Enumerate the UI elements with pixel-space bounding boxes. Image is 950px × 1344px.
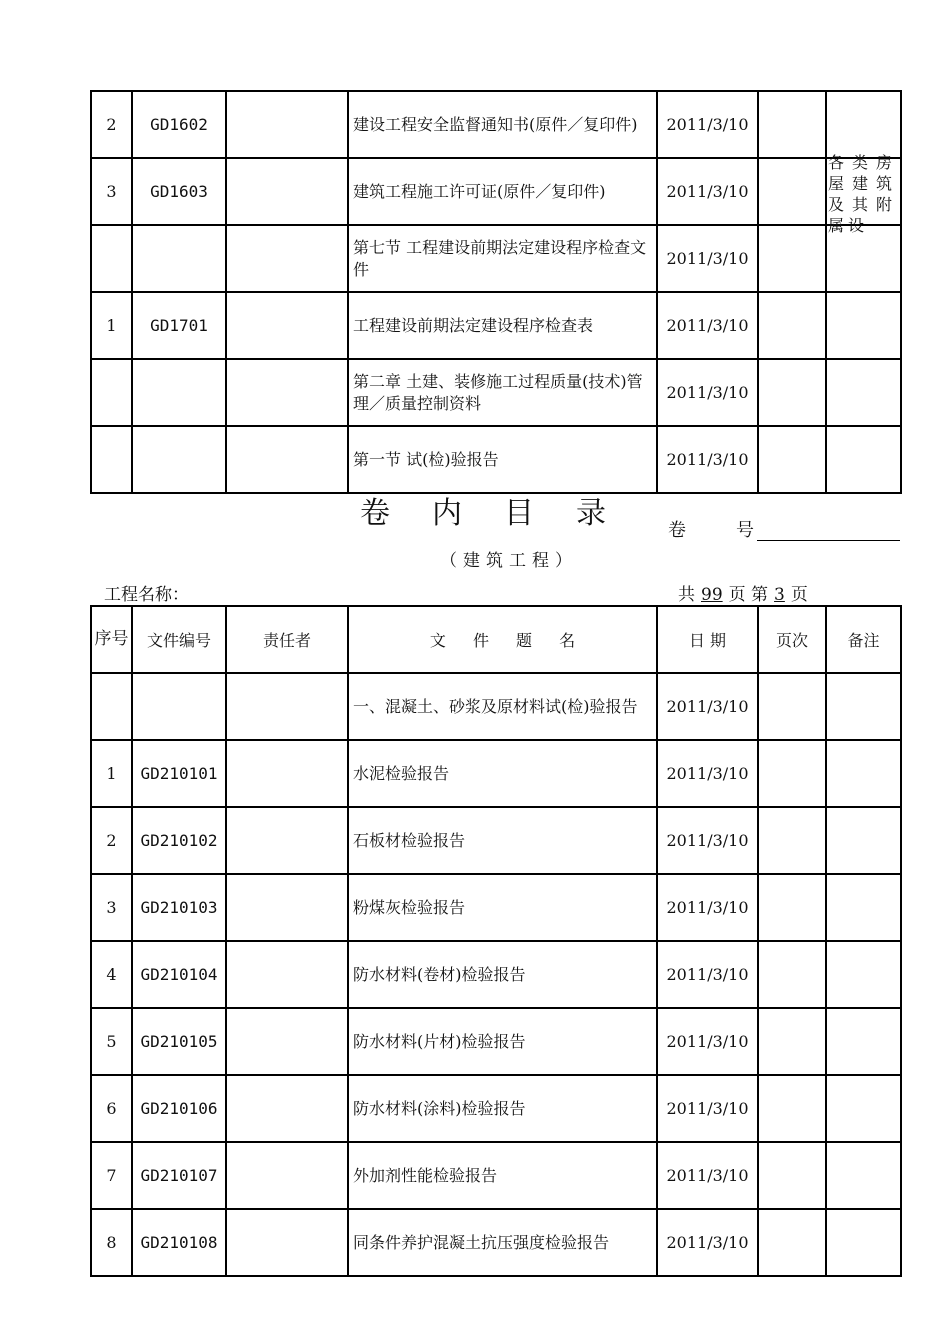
table-row [91, 1075, 901, 1142]
note-cell [826, 1075, 901, 1142]
file-code: GD210102 [132, 807, 226, 874]
table-row [91, 359, 901, 426]
file-code: GD210108 [132, 1209, 226, 1276]
file-date: 2011/3/10 [657, 941, 758, 1008]
page-cell [758, 673, 826, 740]
row-number: 4 [91, 941, 132, 1008]
file-code [132, 225, 226, 292]
table-row [91, 426, 901, 493]
owner-cell [226, 807, 348, 874]
file-code: GD210101 [132, 740, 226, 807]
table-row [91, 225, 901, 292]
file-date: 2011/3/10 [657, 1209, 758, 1276]
note-cell [826, 807, 901, 874]
file-code: GD210107 [132, 1142, 226, 1209]
file-code: GD210106 [132, 1075, 226, 1142]
row-number: 3 [91, 874, 132, 941]
file-title: 石板材检验报告 [348, 807, 657, 874]
owner-cell [226, 941, 348, 1008]
col-header-owner: 责任者 [226, 606, 348, 673]
row-number: 6 [91, 1075, 132, 1142]
owner-cell [226, 1075, 348, 1142]
owner-cell [226, 426, 348, 493]
page-cell [758, 1075, 826, 1142]
file-title: 第七节 工程建设前期法定建设程序检查文件 [348, 225, 657, 292]
page-cell [758, 91, 826, 158]
file-date: 2011/3/10 [657, 91, 758, 158]
page-cell [758, 292, 826, 359]
file-date: 2011/3/10 [657, 359, 758, 426]
page-cell [758, 941, 826, 1008]
owner-cell [226, 292, 348, 359]
table-row [91, 158, 901, 225]
volume-number-blank [757, 540, 900, 541]
file-title: 一、混凝土、砂浆及原材料试(检)验报告 [348, 673, 657, 740]
row-number: 1 [91, 740, 132, 807]
owner-cell [226, 740, 348, 807]
file-code [132, 359, 226, 426]
note-cell [826, 740, 901, 807]
owner-cell [226, 359, 348, 426]
row-number: 5 [91, 1008, 132, 1075]
page-cell [758, 158, 826, 225]
table-row [91, 292, 901, 359]
owner-cell [226, 874, 348, 941]
row-number [91, 225, 132, 292]
file-title: 建筑工程施工许可证(原件／复印件) [348, 158, 657, 225]
table-header-row [91, 606, 901, 673]
page-cell [758, 807, 826, 874]
file-title: 建设工程安全监督通知书(原件／复印件) [348, 91, 657, 158]
file-date: 2011/3/10 [657, 1008, 758, 1075]
continued-index-table [90, 90, 902, 494]
file-date: 2011/3/10 [657, 225, 758, 292]
file-code [132, 673, 226, 740]
file-title: 工程建设前期法定建设程序检查表 [348, 292, 657, 359]
row-number [91, 673, 132, 740]
col-header-date: 日 期 [657, 606, 758, 673]
table-row [91, 91, 901, 158]
table-row [91, 807, 901, 874]
note-cell [826, 91, 901, 158]
row-number [91, 426, 132, 493]
file-date: 2011/3/10 [657, 740, 758, 807]
file-title: 防水材料(片材)检验报告 [348, 1008, 657, 1075]
page-count: 共 99 页 第 3 页 [678, 585, 808, 605]
file-code: GD1701 [132, 292, 226, 359]
page-cell [758, 1209, 826, 1276]
file-date: 2011/3/10 [657, 807, 758, 874]
row-number: 7 [91, 1142, 132, 1209]
owner-cell [226, 91, 348, 158]
page-cell [758, 1008, 826, 1075]
col-header-title: 文 件 题 名 [348, 606, 657, 673]
page-cell [758, 740, 826, 807]
file-title: 水泥检验报告 [348, 740, 657, 807]
row-number: 3 [91, 158, 132, 225]
page-cell [758, 1142, 826, 1209]
project-name-label: 工程名称： [104, 585, 189, 605]
owner-cell [226, 673, 348, 740]
table-row [91, 1142, 901, 1209]
table-row [91, 740, 901, 807]
owner-cell [226, 1008, 348, 1075]
document-subtitle: （建筑工程） [440, 551, 578, 571]
page-cell [758, 359, 826, 426]
file-title: 防水材料(涂料)检验报告 [348, 1075, 657, 1142]
page-cell [758, 225, 826, 292]
col-header-note: 备注 [826, 606, 901, 673]
file-title: 第一节 试(检)验报告 [348, 426, 657, 493]
note-cell [826, 292, 901, 359]
remark-note: 各类房屋建筑及其附属设 [828, 153, 896, 235]
file-date: 2011/3/10 [657, 673, 758, 740]
note-cell [826, 359, 901, 426]
row-number [91, 359, 132, 426]
row-number: 8 [91, 1209, 132, 1276]
table-row [91, 1209, 901, 1276]
note-cell [826, 1142, 901, 1209]
file-date: 2011/3/10 [657, 1075, 758, 1142]
page-cell [758, 426, 826, 493]
table-row [91, 874, 901, 941]
file-code: GD1602 [132, 91, 226, 158]
file-title: 粉煤灰检验报告 [348, 874, 657, 941]
note-cell [826, 1008, 901, 1075]
row-number: 1 [91, 292, 132, 359]
note-cell [826, 673, 901, 740]
owner-cell [226, 225, 348, 292]
file-title: 防水材料(卷材)检验报告 [348, 941, 657, 1008]
file-title: 外加剂性能检验报告 [348, 1142, 657, 1209]
note-cell [826, 426, 901, 493]
file-date: 2011/3/10 [657, 1142, 758, 1209]
row-number: 2 [91, 91, 132, 158]
file-code: GD210103 [132, 874, 226, 941]
col-header-code: 文件编号 [132, 606, 226, 673]
table-row [91, 1008, 901, 1075]
owner-cell [226, 1142, 348, 1209]
file-title: 第二章 土建、装修施工过程质量(技术)管理／质量控制资料 [348, 359, 657, 426]
file-code: GD210105 [132, 1008, 226, 1075]
col-header-page: 页次 [758, 606, 826, 673]
file-date: 2011/3/10 [657, 874, 758, 941]
col-header-no: 序号 [91, 606, 132, 673]
file-title: 同条件养护混凝土抗压强度检验报告 [348, 1209, 657, 1276]
file-code: GD210104 [132, 941, 226, 1008]
total-pages: 99 [701, 585, 723, 605]
table-row [91, 673, 901, 740]
document-title: 卷内目录 [360, 496, 648, 531]
note-cell [826, 941, 901, 1008]
volume-number-label: 卷 号 [668, 520, 754, 541]
owner-cell [226, 1209, 348, 1276]
file-date: 2011/3/10 [657, 158, 758, 225]
current-page: 3 [774, 585, 785, 605]
file-date: 2011/3/10 [657, 426, 758, 493]
file-date: 2011/3/10 [657, 292, 758, 359]
note-cell [826, 1209, 901, 1276]
file-code [132, 426, 226, 493]
file-index-table [90, 605, 902, 1277]
file-code: GD1603 [132, 158, 226, 225]
row-number: 2 [91, 807, 132, 874]
table-row [91, 941, 901, 1008]
page-cell [758, 874, 826, 941]
owner-cell [226, 158, 348, 225]
note-cell [826, 874, 901, 941]
